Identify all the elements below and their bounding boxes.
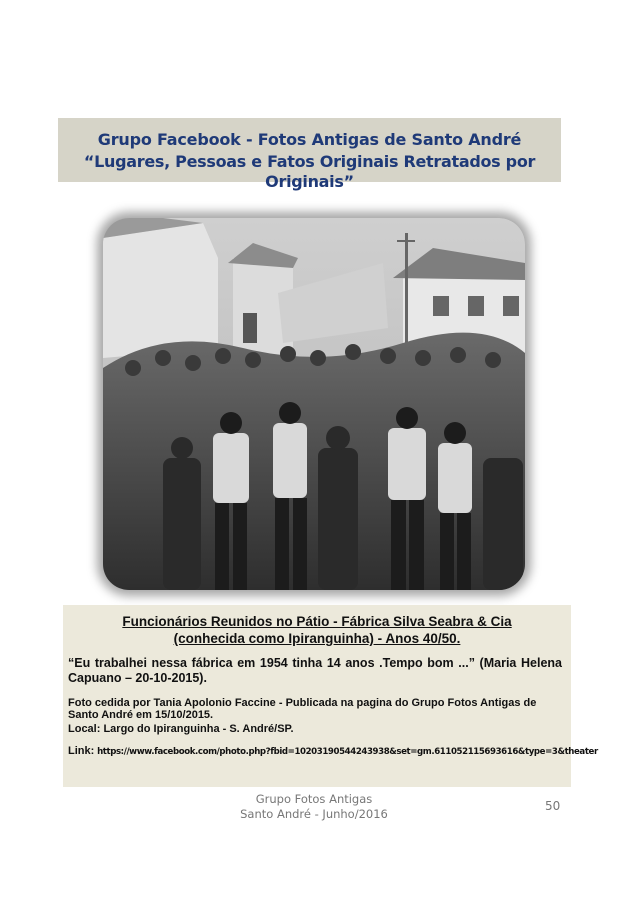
caption-subtitle: (conhecida como Ipiranguinha) - Anos 40/50.: [173, 631, 461, 646]
historic-photo: [103, 218, 525, 590]
link-label: Link:: [68, 745, 95, 757]
link-line: [68, 745, 598, 757]
header-title: Grupo Facebook - Fotos Antigas de Santo André: [97, 130, 522, 149]
photo-location: Local: Largo do Ipiranguinha - S. André/SP.: [68, 723, 294, 735]
page-footer: [219, 792, 409, 822]
facebook-link[interactable]: https://www.facebook.com/photo.php?fbid=10203190544243938&set=gm.611052115693616&type=3&theater: [97, 747, 598, 757]
photo-credit: Foto cedida por Tania Apolonio Faccine - Publicada na pagina do Grupo Fotos Antigas de Santo André em 15/10/2015.: [68, 697, 537, 721]
header-subtitle: “Lugares, Pessoas e Fatos Originais Retratados por Originais”: [83, 152, 536, 191]
page-number: 50: [545, 799, 561, 813]
caption-box: [63, 605, 598, 787]
crowd-photo-icon: [103, 218, 525, 590]
caption-title: Funcionários Reunidos no Pátio - Fábrica Silva Seabra & Cia: [122, 614, 512, 629]
footer-date: Santo André - Junho/2016: [240, 807, 388, 821]
header-banner: [58, 118, 561, 191]
footer-group-name: Grupo Fotos Antigas: [255, 792, 373, 806]
testimonial-quote: “Eu trabalhei nessa fábrica em 1954 tinha 14 anos .Tempo bom ...” (Maria Helena Capuano – 20-10-2015).: [68, 656, 562, 685]
